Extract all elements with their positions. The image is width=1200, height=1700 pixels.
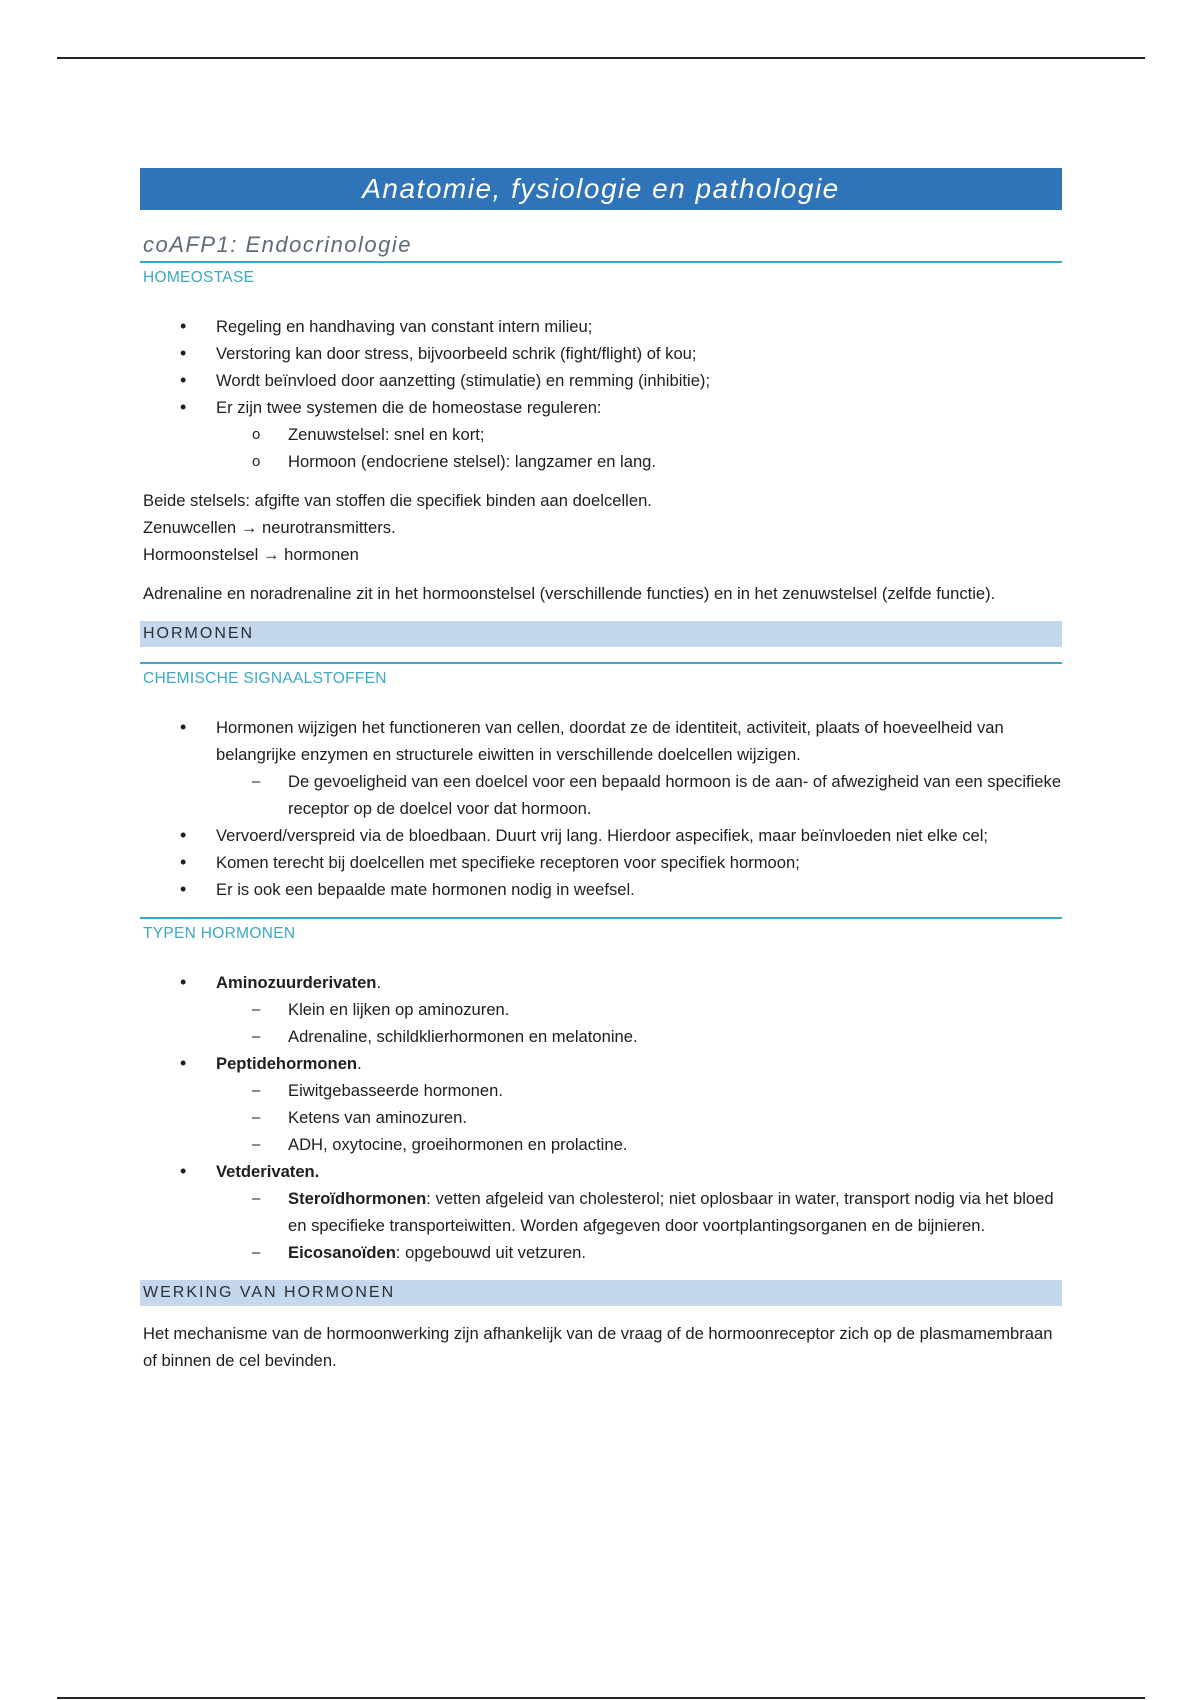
term-steroidhormonen: Steroïdhormonen <box>288 1189 427 1208</box>
chemische-list <box>140 714 1062 903</box>
term-eicosanoiden: Eicosanoïden <box>288 1243 396 1262</box>
dash-bullet-icon: – <box>252 1082 261 1099</box>
sub-list-item: o Zenuwstelsel: snel en kort; <box>216 421 1062 448</box>
amino-sublist <box>216 996 1062 1050</box>
heading-homeostase: HOMEOSTASE <box>143 269 255 286</box>
chapter-subtitle: coAFP1: Endocrinologie <box>140 232 1062 263</box>
sub-list-item: – Ketens van aminozuren. <box>216 1104 1062 1131</box>
paragraph-zenuwcellen: Zenuwcellen → neurotransmitters. <box>143 518 396 537</box>
typen-list <box>140 969 1062 1266</box>
sub-list-item: – ADH, oxytocine, groeihormonen en prolactine. <box>216 1131 1062 1158</box>
dash-bullet-icon: – <box>252 1109 261 1126</box>
sub-list-item: – Eicosanoïden: opgebouwd uit vetzuren. <box>216 1239 1062 1266</box>
vet-sublist <box>216 1185 1062 1266</box>
dash-bullet-icon: – <box>252 1190 261 1207</box>
heading-typen-hormonen: TYPEN HORMONEN <box>140 917 1062 943</box>
homeostase-list <box>140 313 1062 475</box>
term-peptidehormonen: Peptidehormonen <box>216 1054 358 1073</box>
sub-list-item: – Klein en lijken op aminozuren. <box>216 996 1062 1023</box>
list-item <box>140 394 1062 475</box>
page-bottom-rule <box>57 1697 1145 1699</box>
list-item: • Vervoerd/verspreid via de bloedbaan. Duurt vrij lang. Hierdoor aspecifiek, maar beïnvloeden niet elke cel; <box>140 822 1062 849</box>
document-title: Anatomie, fysiologie en pathologie <box>140 168 1062 210</box>
list-item <box>140 1158 1062 1266</box>
dash-bullet-icon: – <box>252 1136 261 1153</box>
list-item: • Wordt beïnvloed door aanzetting (stimulatie) en remming (inhibitie); <box>140 367 1062 394</box>
term-vetderivaten: Vetderivaten. <box>216 1162 320 1181</box>
section-hormonen: HORMONEN <box>140 621 1062 647</box>
dash-bullet-icon: – <box>252 773 261 790</box>
list-item: • Er is ook een bepaalde mate hormonen nodig in weefsel. <box>140 876 1062 903</box>
sub-list-item: – Eiwitgebasseerde hormonen. <box>216 1077 1062 1104</box>
list-item: • Komen terecht bij doelcellen met specifieke receptoren voor specifiek hormoon; <box>140 849 1062 876</box>
list-item: • Peptidehormonen. – Eiwitgebasseerde hormonen. – Ketens van aminozuren. – ADH, oxytocine, groeihormonen en prolactine. <box>140 1050 1062 1158</box>
heading-chemische-signaalstoffen: CHEMISCHE SIGNAALSTOFFEN <box>140 662 1062 688</box>
chem-sublist <box>216 768 1062 822</box>
list-item-text: Hormonen wijzigen het functioneren van cellen, doordat ze de identiteit, activiteit, plaats of hoeveelheid van belangrijke enzymen en structurele eiwitten in verschillende doelcellen wijzigen. <box>216 718 1004 764</box>
circle-bullet-icon: o <box>252 426 261 443</box>
dash-bullet-icon: – <box>252 1244 261 1261</box>
sub-list-item: – De gevoeligheid van een doelcel voor een bepaald hormoon is de aan- of afwezigheid van een specifieke receptor op de doelcel voor dat hormoon. <box>216 768 1062 822</box>
paragraph-hormoonstelsel: Hormoonstelsel → hormonen <box>143 545 359 564</box>
paragraph-stelsels: Beide stelsels: afgifte van stoffen die specifiek binden aan doelcellen. <box>143 491 652 510</box>
list-item-text: Er zijn twee systemen die de homeostase reguleren: <box>216 398 602 417</box>
document-body <box>140 168 1062 1374</box>
dash-bullet-icon: – <box>252 1001 261 1018</box>
list-item <box>140 714 1062 822</box>
page-top-rule <box>57 57 1145 59</box>
sub-list-item: – Adrenaline, schildklierhormonen en melatonine. <box>216 1023 1062 1050</box>
paragraph-werking: Het mechanisme van de hormoonwerking zijn afhankelijk van de vraag of de hormoonreceptor zich op de plasmamembraan of binnen de cel bevinden. <box>143 1324 1053 1370</box>
sub-list-item: o Hormoon (endocriene stelsel): langzamer en lang. <box>216 448 1062 475</box>
circle-bullet-icon: o <box>252 453 261 470</box>
sub-list-item: – Steroïdhormonen: vetten afgeleid van cholesterol; niet oplosbaar in water, transport nodig via het bloed en specifieke transporteiwitten. Worden afgegeven door voortplantingsorganen en de bijnieren. <box>216 1185 1062 1239</box>
list-item: • Verstoring kan door stress, bijvoorbeeld schrik (fight/flight) of kou; <box>140 340 1062 367</box>
term-aminozuurderivaten: Aminozuurderivaten <box>216 973 377 992</box>
list-item: • Aminozuurderivaten. – Klein en lijken op aminozuren. – Adrenaline, schildklierhormonen en melatonine. <box>140 969 1062 1050</box>
paragraph-adrenaline: Adrenaline en noradrenaline zit in het hormoonstelsel (verschillende functies) en in het zenuwstelsel (zelfde functie). <box>143 584 996 603</box>
section-werking-van-hormonen: WERKING VAN HORMONEN <box>140 1280 1062 1306</box>
list-item: • Regeling en handhaving van constant intern milieu; <box>140 313 1062 340</box>
systems-sublist <box>216 421 1062 475</box>
peptide-sublist <box>216 1077 1062 1158</box>
dash-bullet-icon: – <box>252 1028 261 1045</box>
